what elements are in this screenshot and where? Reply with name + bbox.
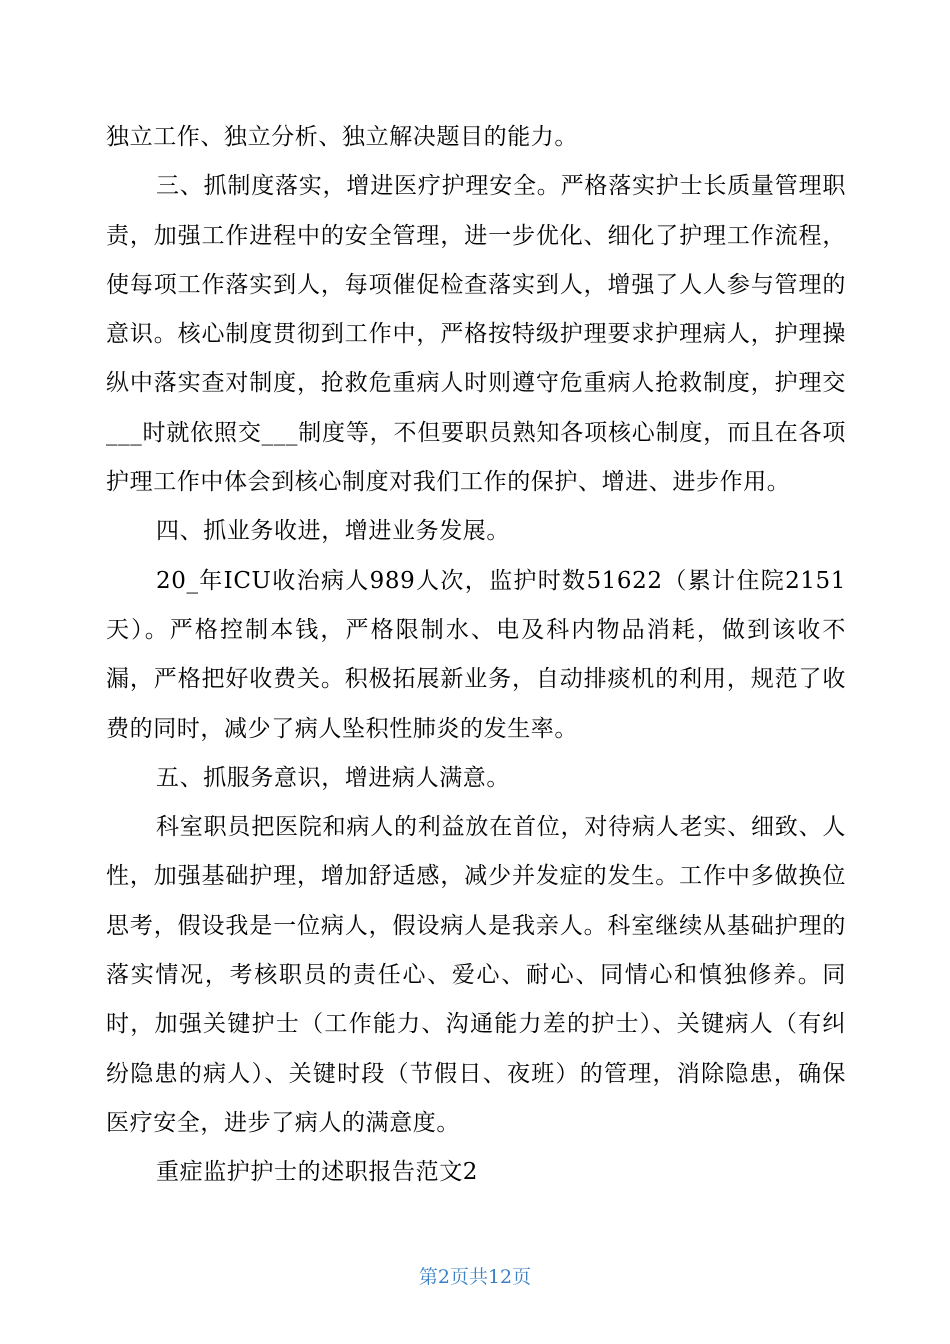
document-body bbox=[106, 113, 846, 1198]
paragraph-continuation: 独立工作、独立分析、独立解决题目的能力。 bbox=[106, 124, 578, 150]
document-title-next: 重症监护护士的述职报告范文2 bbox=[156, 1159, 479, 1186]
heading-section-four: 四、抓业务收进，增进业务发展。 bbox=[156, 518, 510, 545]
paragraph-section-three: 三、抓制度落实，增进医疗护理安全。严格落实护士长质量管理职责，加强工作进程中的安全管理，进一步优化、细化了护理工作流程，使每项工作落实到人，每项催促检查落实到人，增强了人人参与管理的意识。核心制度贯彻到工作中，严格按特级护理要求护理病人，护理操纵中落实查对制度，抢救危重病人时则遵守危重病人抢救制度，护理交___时就依照交___制度等，不但要职员熟知各项核心制度，而且在各项护理工作中体会到核心制度对我们工作的保护、增进、进步作用。 bbox=[106, 173, 846, 496]
paragraph-service-awareness: 科室职员把医院和病人的利益放在首位，对待病人老实、细致、人性，加强基础护理，增加舒适感，减少并发症的发生。工作中多做换位思考，假设我是一位病人，假设病人是我亲人。科室继续从基础护理的落实情况，考核职员的责任心、爱心、耐心、同情心和慎独修养。同时，加强关键护士（工作能力、沟通能力差的护士）、关键病人（有纠纷隐患的病人）、关键时段（节假日、夜班）的管理，消除隐患，确保医疗安全，进步了病人的满意度。 bbox=[106, 814, 846, 1136]
paragraph-icu-statistics: 20_年ICU收治病人989人次，监护时数51622（累计住院2151天）。严格控制本钱，严格限制水、电及科内物品消耗，做到该收不漏，严格把好收费关。积极拓展新业务，自动排痰机的利用，规范了收费的同时，减少了病人坠积性肺炎的发生率。 bbox=[106, 567, 846, 742]
page-number-footer: 第2页共12页 bbox=[418, 1266, 532, 1288]
heading-section-five: 五、抓服务意识，增进病人满意。 bbox=[156, 764, 510, 791]
